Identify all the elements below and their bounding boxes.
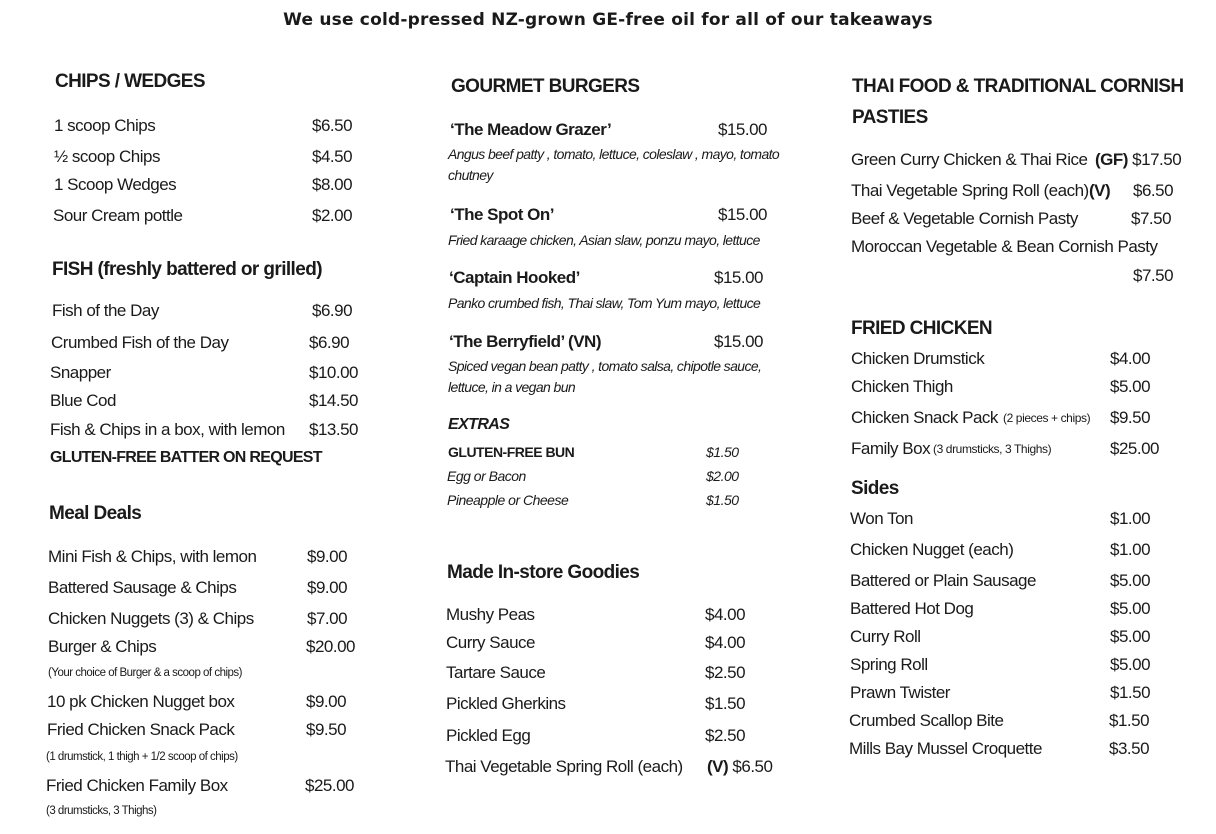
meal-deals-title: Meal Deals — [49, 503, 142, 524]
goodies-title: Made In-store Goodies — [447, 562, 640, 583]
item-note: (1 drumstick, 1 thigh + 1/2 scoop of chips) — [46, 751, 238, 763]
gluten-free-note: GLUTEN-FREE BATTER ON REQUEST — [50, 449, 322, 466]
chips-title: CHIPS / WEDGES — [55, 71, 205, 92]
sides-title: Sides — [851, 478, 899, 499]
burger-description: Spiced vegan bean patty , tomato salsa, chipotle sauce, lettuce, in a vegan bun — [448, 358, 762, 395]
burgers-title: GOURMET BURGERS — [451, 76, 640, 97]
burger-description: Fried karaage chicken, Asian slaw, ponzu mayo, lettuce — [448, 232, 760, 248]
extras-title: EXTRAS — [448, 416, 510, 433]
fried-chicken-title: FRIED CHICKEN — [851, 318, 993, 339]
burger-description: Panko crumbed fish, Thai slaw, Tom Yum mayo, lettuce — [448, 295, 761, 311]
oil-banner: We use cold-pressed NZ-grown GE-free oil for all of our takeaways — [283, 10, 933, 30]
burger-description: Angus beef patty , tomato, lettuce, coleslaw , mayo, tomato chutney — [448, 146, 780, 183]
item-note: (Your choice of Burger & a scoop of chips) — [48, 667, 242, 679]
fish-title: FISH (freshly battered or grilled) — [52, 259, 322, 280]
thai-title-line2: PASTIES — [852, 107, 928, 128]
item-note: (3 drumsticks, 3 Thighs) — [46, 805, 157, 817]
thai-title-line1: THAI FOOD & TRADITIONAL CORNISH — [852, 76, 1184, 97]
